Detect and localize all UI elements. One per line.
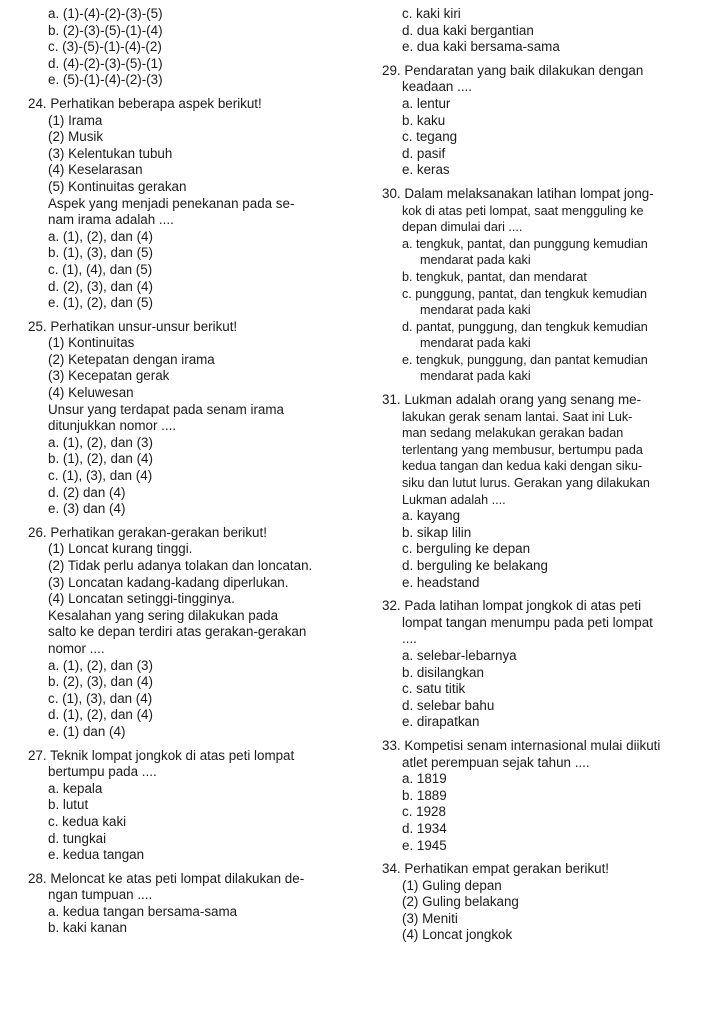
option: c. berguling ke depan xyxy=(402,541,531,557)
option-continuation: mendarat pada kaki xyxy=(420,253,531,268)
option-continuation: mendarat pada kaki xyxy=(420,303,531,318)
option: c. (1), (3), dan (4) xyxy=(48,690,153,706)
right-column xyxy=(382,6,682,944)
option: c. punggung, pantat, dan tengkuk kemudian xyxy=(402,286,648,301)
option: d. (2) dan (4) xyxy=(48,484,126,500)
question-24 xyxy=(28,96,358,312)
option: c. (1), (4), dan (5) xyxy=(48,261,153,277)
stem: .... xyxy=(402,631,417,647)
question-25 xyxy=(28,319,358,518)
option: c. kaki kiri xyxy=(402,6,461,21)
question-title: 26. Perhatikan gerakan-gerakan berikut! xyxy=(28,524,267,540)
question-title: 33. Kompetisi senam internasional mulai diikuti xyxy=(382,737,661,753)
stem: ngan tumpuan .... xyxy=(48,887,153,903)
question-34 xyxy=(382,861,682,944)
option: b. kaki kanan xyxy=(48,920,127,936)
item: (4) Keluwesan xyxy=(48,385,134,401)
item: (4) Keselarasan xyxy=(48,162,143,178)
stem: man sedang melakukan gerakan badan xyxy=(402,426,624,441)
option: a. selebar-lebarnya xyxy=(402,647,517,663)
stem: kedua tangan dan kedua kaki dengan siku- xyxy=(402,459,643,474)
question-26 xyxy=(28,525,358,741)
stem: depan dimulai dari .... xyxy=(402,220,523,235)
option: d. dua kaki bergantian xyxy=(402,22,534,38)
option: e. kedua tangan xyxy=(48,847,145,863)
option: c. 1928 xyxy=(402,804,446,820)
option: d. (4)-(2)-(3)-(5)-(1) xyxy=(48,55,163,71)
option: b. (1), (3), dan (5) xyxy=(48,245,153,261)
question-title: 31. Lukman adalah orang yang senang me- xyxy=(382,392,642,408)
option: d. berguling ke belakang xyxy=(402,558,548,573)
stem: Lukman adalah .... xyxy=(402,492,506,507)
option: a. lentur xyxy=(402,95,451,111)
option: b. (1), (2), dan (4) xyxy=(48,451,153,467)
option: a. tengkuk, pantat, dan punggung kemudian xyxy=(402,236,648,251)
option: b. lutut xyxy=(48,797,89,813)
option: b. 1889 xyxy=(402,787,447,803)
option: a. 1819 xyxy=(402,771,447,787)
option: d. (1), (2), dan (4) xyxy=(48,707,153,723)
stem: Kesalahan yang sering dilakukan pada xyxy=(48,607,279,623)
option: a. (1), (2), dan (3) xyxy=(48,434,153,450)
question-28 xyxy=(28,871,358,937)
stem: Unsur yang terdapat pada senam irama xyxy=(48,401,284,417)
option: e. keras xyxy=(402,162,450,178)
option: a. (1), (2), dan (3) xyxy=(48,657,153,673)
item: (4) Loncat jongkok xyxy=(402,927,513,943)
option: c. (3)-(5)-(1)-(4)-(2) xyxy=(48,39,162,55)
item: (2) Tidak perlu adanya tolakan dan loncatan. xyxy=(48,558,313,573)
stem: terlentang yang membusur, bertumpu pada xyxy=(402,442,643,457)
item: (3) Meniti xyxy=(402,910,458,926)
option: a. (1), (2), dan (4) xyxy=(48,228,153,244)
stem: lompat tangan menumpu pada peti lompat xyxy=(402,614,653,630)
option: e. 1945 xyxy=(402,837,447,853)
option: c. satu titik xyxy=(402,681,466,697)
item: (5) Kontinuitas gerakan xyxy=(48,178,187,194)
option: c. kedua kaki xyxy=(48,813,127,829)
option: b. sikap lilin xyxy=(402,524,472,540)
stem: lakukan gerak senam lantai. Saat ini Luk- xyxy=(402,409,633,424)
stem: keadaan .... xyxy=(402,79,472,95)
question-title: 29. Pendaratan yang baik dilakukan dengan xyxy=(382,62,644,78)
item: (1) Loncat kurang tinggi. xyxy=(48,541,193,557)
stem: kok di atas peti lompat, saat mengguling ke xyxy=(402,203,644,218)
option-continuation: mendarat pada kaki xyxy=(420,369,531,384)
option: e. dua kaki bersama-sama xyxy=(402,39,560,55)
option: e. headstand xyxy=(402,574,480,590)
stem: nomor .... xyxy=(48,640,105,656)
item: (4) Loncatan setinggi-tingginya. xyxy=(48,591,235,607)
item: (1) Kontinuitas xyxy=(48,335,135,351)
item: (3) Loncatan kadang-kadang diperlukan. xyxy=(48,574,289,590)
option: e. tengkuk, punggung, dan pantat kemudian xyxy=(402,352,648,367)
stem: siku dan lutut lurus. Gerakan yang dilakukan xyxy=(402,476,650,491)
option: e. (1), (2), dan (5) xyxy=(48,295,153,311)
item: (3) Kelentukan tubuh xyxy=(48,145,173,161)
question-32 xyxy=(382,598,682,731)
item: (1) Irama xyxy=(48,112,103,128)
option: a. (1)-(4)-(2)-(3)-(5) xyxy=(48,6,163,21)
option: a. kedua tangan bersama-sama xyxy=(48,903,238,919)
stem: Aspek yang menjadi penekanan pada se- xyxy=(48,195,295,211)
stem: nam irama adalah .... xyxy=(48,212,174,228)
question-title: 34. Perhatikan empat gerakan berikut! xyxy=(382,861,610,877)
question-27 xyxy=(28,748,358,864)
question-title: 28. Meloncat ke atas peti lompat dilakukan de- xyxy=(28,870,305,886)
question-title: 27. Teknik lompat jongkok di atas peti lompat xyxy=(28,747,295,763)
question-29 xyxy=(382,63,682,179)
question-title: 32. Pada latihan lompat jongkok di atas peti xyxy=(382,598,642,614)
option: b. tengkuk, pantat, dan mendarat xyxy=(402,269,587,284)
q23-options xyxy=(28,6,358,89)
question-30 xyxy=(382,186,682,385)
option: c. (1), (3), dan (4) xyxy=(48,468,153,484)
option: b. (2)-(3)-(5)-(1)-(4) xyxy=(48,22,163,38)
option: e. (5)-(1)-(4)-(2)-(3) xyxy=(48,72,163,88)
option: e. (1) dan (4) xyxy=(48,723,126,739)
option: d. pasif xyxy=(402,145,446,161)
item: (2) Musik xyxy=(48,129,104,145)
option: d. 1934 xyxy=(402,820,447,836)
option: d. (2), (3), dan (4) xyxy=(48,278,153,294)
option: b. kaku xyxy=(402,112,446,128)
left-column xyxy=(28,6,358,937)
option: e. dirapatkan xyxy=(402,714,480,730)
option: d. tungkai xyxy=(48,830,107,846)
q28-continued-options xyxy=(382,6,682,56)
option: b. (2), (3), dan (4) xyxy=(48,674,153,690)
stem: salto ke depan terdiri atas gerakan-gerakan xyxy=(48,624,307,640)
option: a. kepala xyxy=(48,780,103,796)
option: d. pantat, punggung, dan tengkuk kemudian xyxy=(402,319,648,334)
option: c. tegang xyxy=(402,129,458,145)
stem: ditunjukkan nomor .... xyxy=(48,418,177,434)
item: (1) Guling depan xyxy=(402,877,502,893)
question-title: 24. Perhatikan beberapa aspek berikut! xyxy=(28,95,262,111)
option: a. kayang xyxy=(402,508,461,524)
item: (2) Guling belakang xyxy=(402,894,519,910)
item: (3) Kecepatan gerak xyxy=(48,368,170,384)
question-title: 30. Dalam melaksanakan latihan lompat jong- xyxy=(382,185,654,201)
stem: bertumpu pada .... xyxy=(48,764,157,780)
item: (2) Ketepatan dengan irama xyxy=(48,351,215,367)
stem: atlet perempuan sejak tahun .... xyxy=(402,754,590,770)
option: b. disilangkan xyxy=(402,664,484,680)
option-continuation: mendarat pada kaki xyxy=(420,336,531,351)
question-title: 25. Perhatikan unsur-unsur berikut! xyxy=(28,318,238,334)
question-31 xyxy=(382,392,682,591)
option: e. (3) dan (4) xyxy=(48,501,126,517)
question-33 xyxy=(382,738,682,854)
option: d. selebar bahu xyxy=(402,697,495,713)
